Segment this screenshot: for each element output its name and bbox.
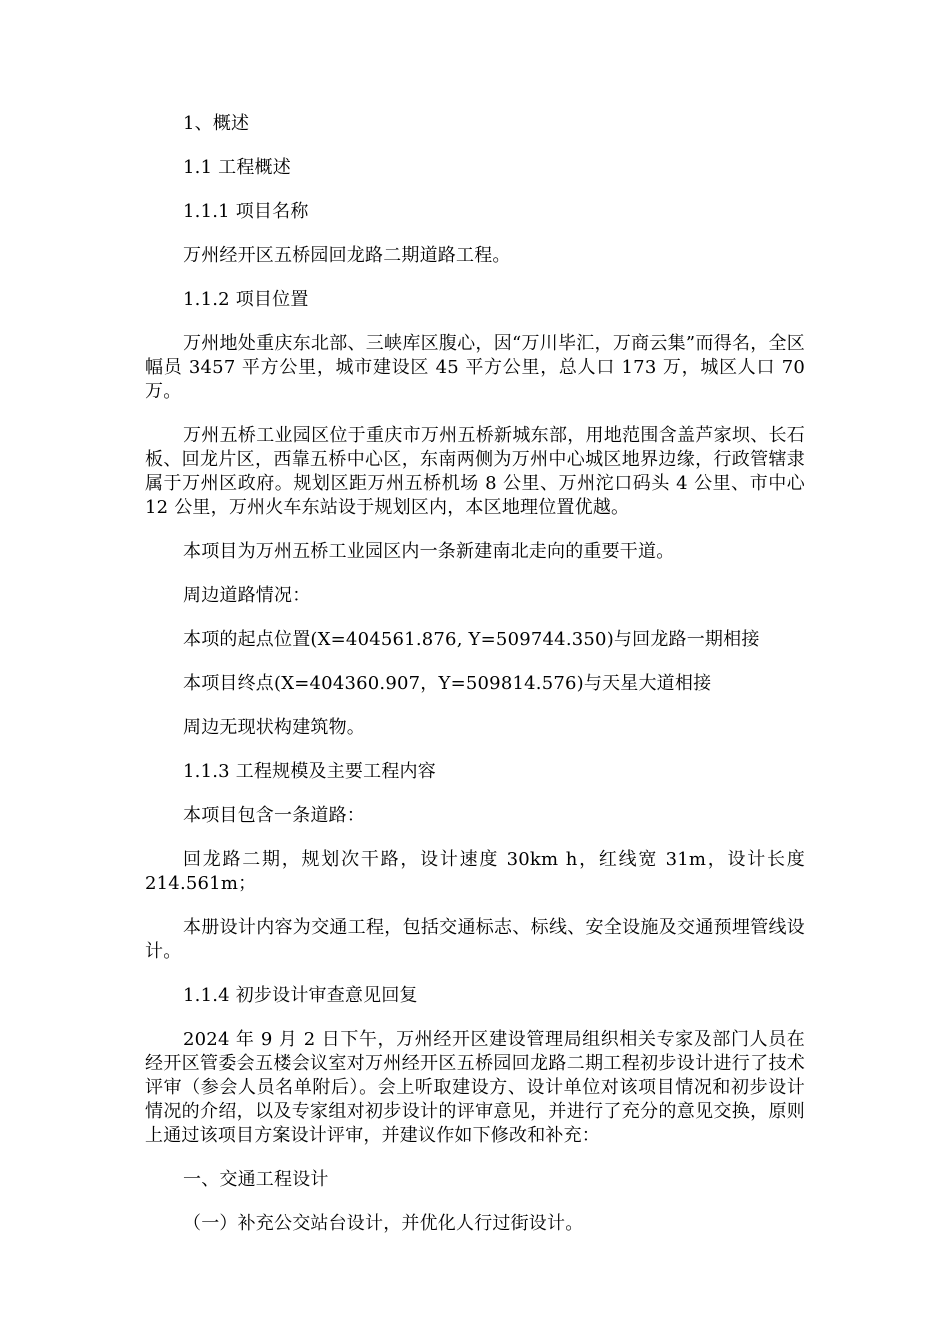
paragraph-main-road: 本项目为万州五桥工业园区内一条新建南北走向的重要干道。 (183, 541, 675, 562)
paragraph-no-buildings: 周边无现状构建筑物。 (183, 717, 365, 738)
paragraph-road-spec: 回龙路二期，规划次干路，设计速度 30km h，红线宽 31m，设计长度 214.561m； (145, 849, 805, 894)
section-heading-review-reply: 1.1.4 初步设计审查意见回复 (183, 985, 418, 1006)
section-heading-traffic-design: 一、交通工程设计 (183, 1169, 329, 1190)
paragraph-review-meeting: 2024 年 9 月 2 日下午，万州经开区建设管理局组织相关专家及部门人员在经开区管委会五楼会议室对万州经开区五桥园回龙路二期工程初步设计进行了技术评审（参会人员名单附后）。会上听取建设方、设计单位对该项目情况和初步设计情况的介绍，以及专家组对初步设计的评审意见，并进行了充分的意见交换，原则上通过该项目方案设计评审，并建议作如下修改和补充： (145, 1029, 805, 1146)
paragraph-one-road: 本项目包含一条道路： (183, 805, 365, 826)
paragraph-design-content: 本册设计内容为交通工程，包括交通标志、标线、安全设施及交通预埋管线设计。 (145, 917, 805, 962)
section-heading-project-overview: 1.1 工程概述 (183, 157, 291, 178)
section-heading-overview: 1、概述 (183, 113, 250, 134)
paragraph-industrial-park: 万州五桥工业园区位于重庆市万州五桥新城东部，用地范围含盖芦家坝、长石板、回龙片区，西靠五桥中心区，东南两侧为万州中心城区地界边缘，行政管辖隶属于万州区政府。规划区距万州五桥机场 8 公里、万州沱口码头 4 公里、市中心 12 公里，万州火车东站设于规划区内，本区地理位置优越。 (145, 425, 805, 518)
paragraph-bus-stop: （一）补充公交站台设计，并优化人行过街设计。 (183, 1213, 584, 1234)
paragraph-surrounding-roads: 周边道路情况： (183, 585, 311, 606)
paragraph-end-point: 本项目终点(X=404360.907，Y=509814.576)与天星大道相接 (183, 673, 712, 694)
paragraph-start-point: 本项的起点位置(X=404561.876, Y=509744.350)与回龙路一期相接 (183, 629, 760, 650)
paragraph-project-name: 万州经开区五桥园回龙路二期道路工程。 (183, 245, 511, 266)
section-heading-project-location: 1.1.2 项目位置 (183, 289, 309, 310)
paragraph-wanzhou-intro: 万州地处重庆东北部、三峡库区腹心，因“万川毕汇，万商云集”而得名，全区幅员 3457 平方公里，城市建设区 45 平方公里，总人口 173 万，城区人口 70 万。 (145, 333, 805, 402)
section-heading-project-name: 1.1.1 项目名称 (183, 201, 309, 222)
document-page (145, 112, 805, 1236)
section-heading-scale: 1.1.3 工程规模及主要工程内容 (183, 761, 436, 782)
